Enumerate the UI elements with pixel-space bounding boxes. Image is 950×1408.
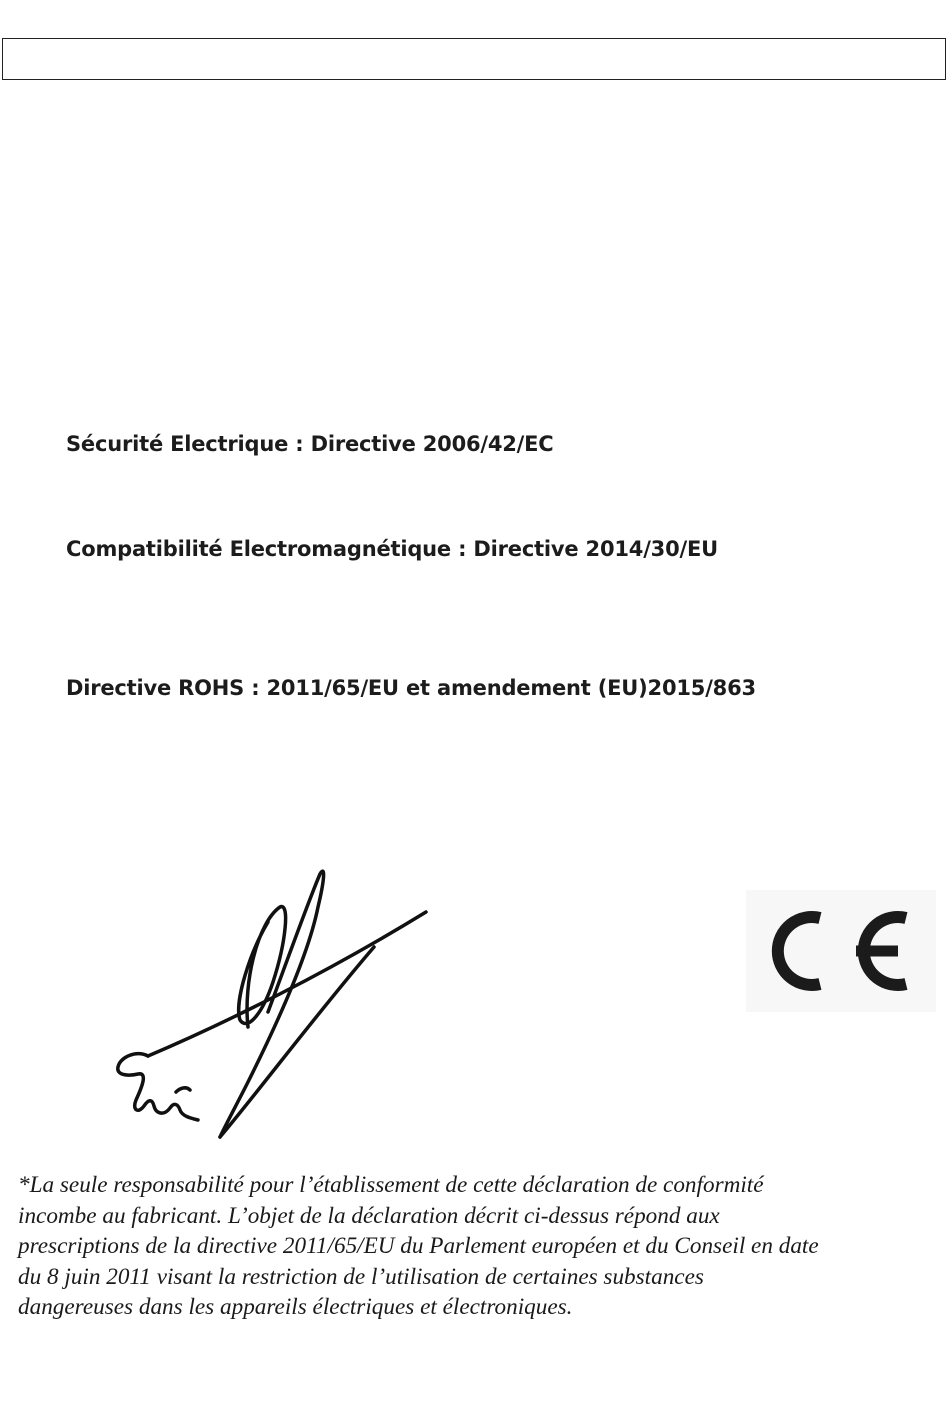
responsibility-footnote [18,1170,943,1323]
signature-icon [108,862,438,1147]
electrical-safety-directive: Sécurité Electrique : Directive 2006/42/EC [66,432,554,456]
ce-icon [746,890,936,1012]
footnote-line: *La seule responsabilité pour l’établissement de cette déclaration de conformité [18,1172,764,1198]
footnote-line: incombe au fabricant. L’objet de la déclaration décrit ci-dessus répond aux [18,1202,720,1229]
footnote-line: du 8 juin 2011 visant la restriction de l’utilisation de certaines substances [18,1263,704,1290]
footnote-line: prescriptions de la directive 2011/65/EU du Parlement européen et du Conseil en date [18,1233,819,1259]
header-box [2,38,946,80]
emc-directive: Compatibilité Electromagnétique : Directive 2014/30/EU [66,537,718,561]
rohs-directive: Directive ROHS : 2011/65/EU et amendement (EU)2015/863 [66,676,756,700]
footnote-line: dangereuses dans les appareils électriques et électroniques. [18,1294,573,1320]
